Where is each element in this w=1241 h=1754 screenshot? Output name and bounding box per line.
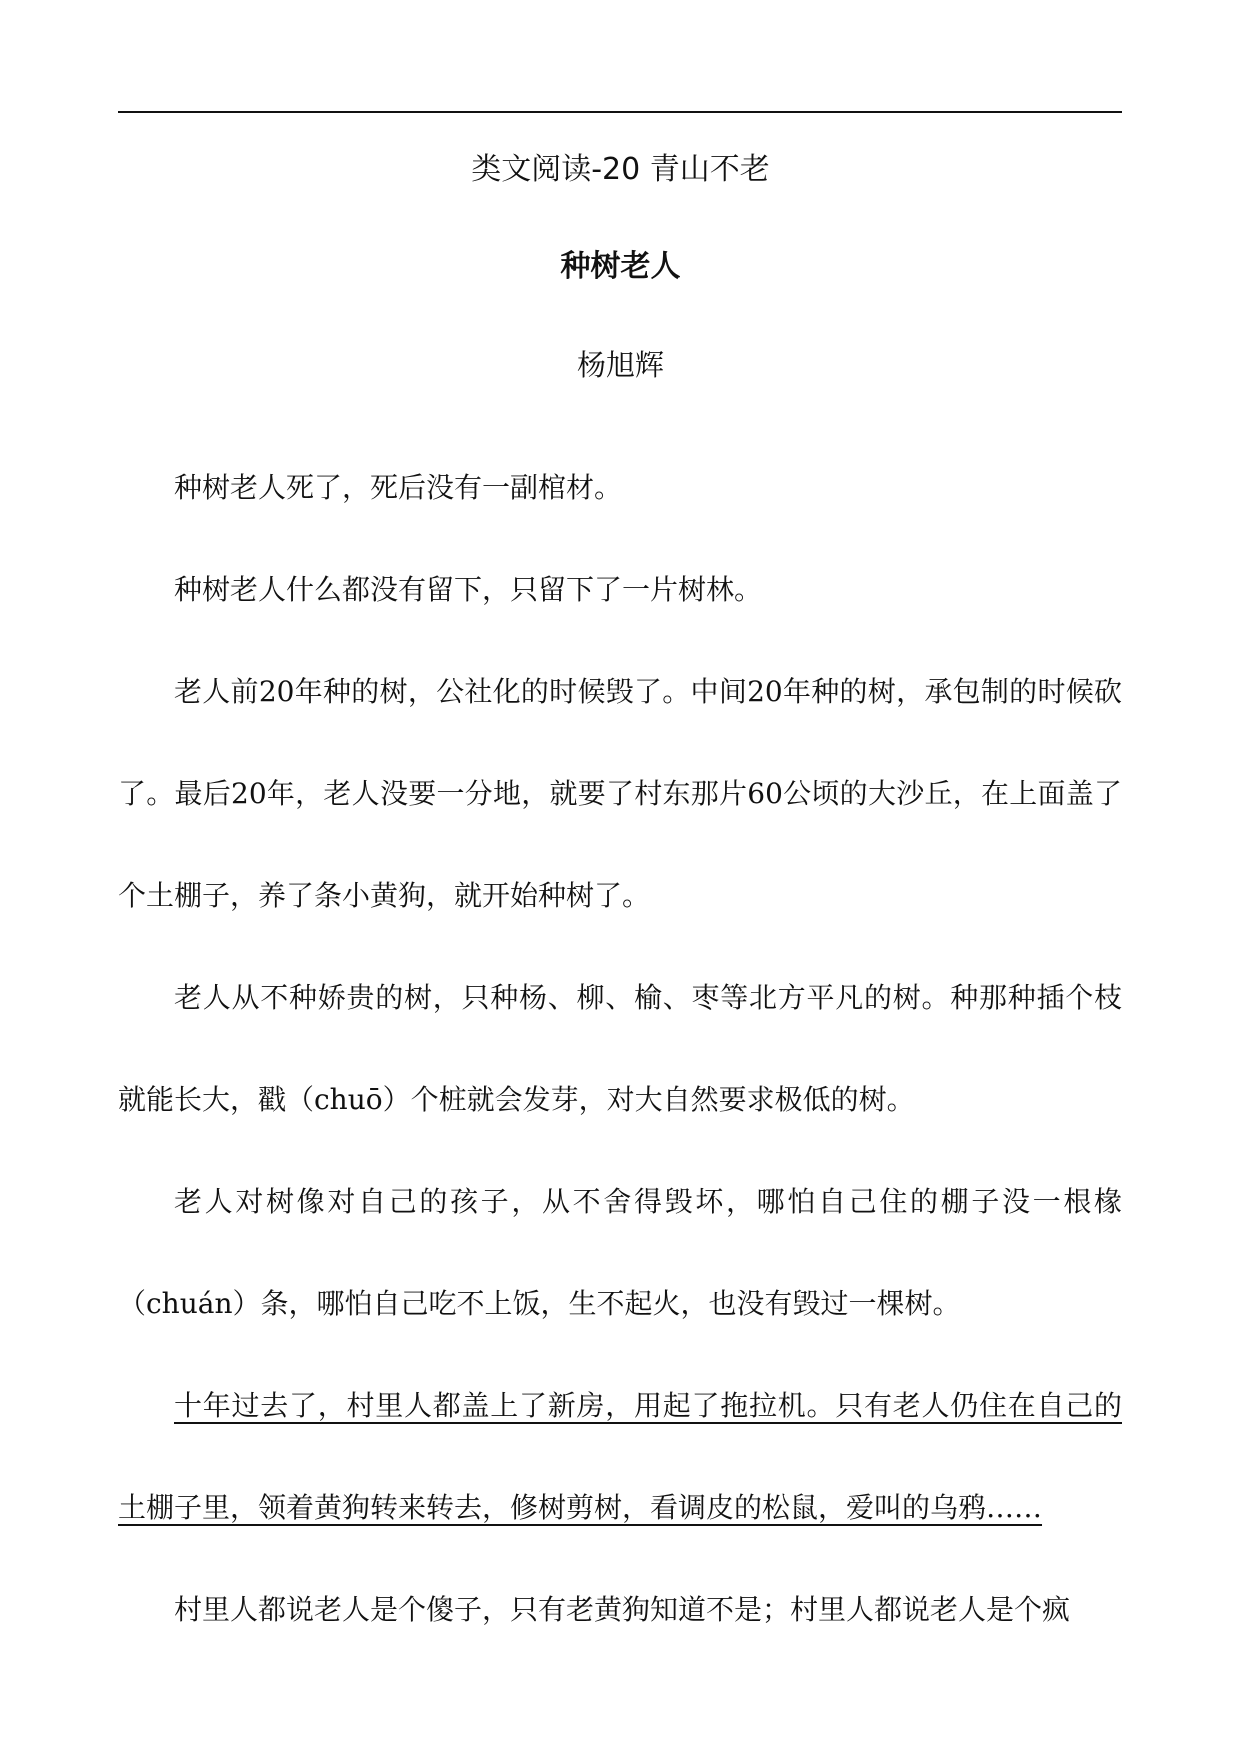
article-title: 种树老人 (560, 249, 681, 284)
article-author: 杨旭辉 (576, 348, 664, 382)
article-body (118, 437, 1122, 1661)
paragraph: 种树老人什么都没有留下，只留下了一片树林。 (174, 573, 763, 606)
paragraph: 老人从不种娇贵的树，只种杨、柳、榆、枣等北方平凡的树。种那种插个枝就能长大，戳（chuō）个桩就会发芽，对大自然要求极低的树。 (118, 981, 1122, 1116)
paragraph-underlined (118, 1355, 1122, 1559)
paragraph: 老人对树像对自己的孩子，从不舍得毁坏，哪怕自己住的棚子没一根椽（chuán）条，哪怕自己吃不上饭，生不起火，也没有毁过一棵树。 (118, 1185, 1122, 1320)
underlined-text: 十年过去了，村里人都盖上了新房，用起了拖拉机。只有老人仍住在自己的土棚子里，领着黄狗转来转去，修树剪树，看调皮的松鼠，爱叫的乌鸦…… (118, 1389, 1122, 1524)
paragraph: 老人前20年种的树，公社化的时候毁了。中间20年种的树，承包制的时候砍了。最后20年，老人没要一分地，就要了村东那片60公顷的大沙丘，在上面盖了个土棚子，养了条小黄狗，就开始种树了。 (118, 675, 1122, 912)
paragraph: 村里人都说老人是个傻子，只有老黄狗知道不是；村里人都说老人是个疯 (174, 1593, 1071, 1626)
paragraph: 种树老人死了，死后没有一副棺材。 (174, 471, 623, 504)
header-rule (118, 111, 1122, 113)
page-title: 类文阅读-20 青山不老 (471, 152, 770, 187)
